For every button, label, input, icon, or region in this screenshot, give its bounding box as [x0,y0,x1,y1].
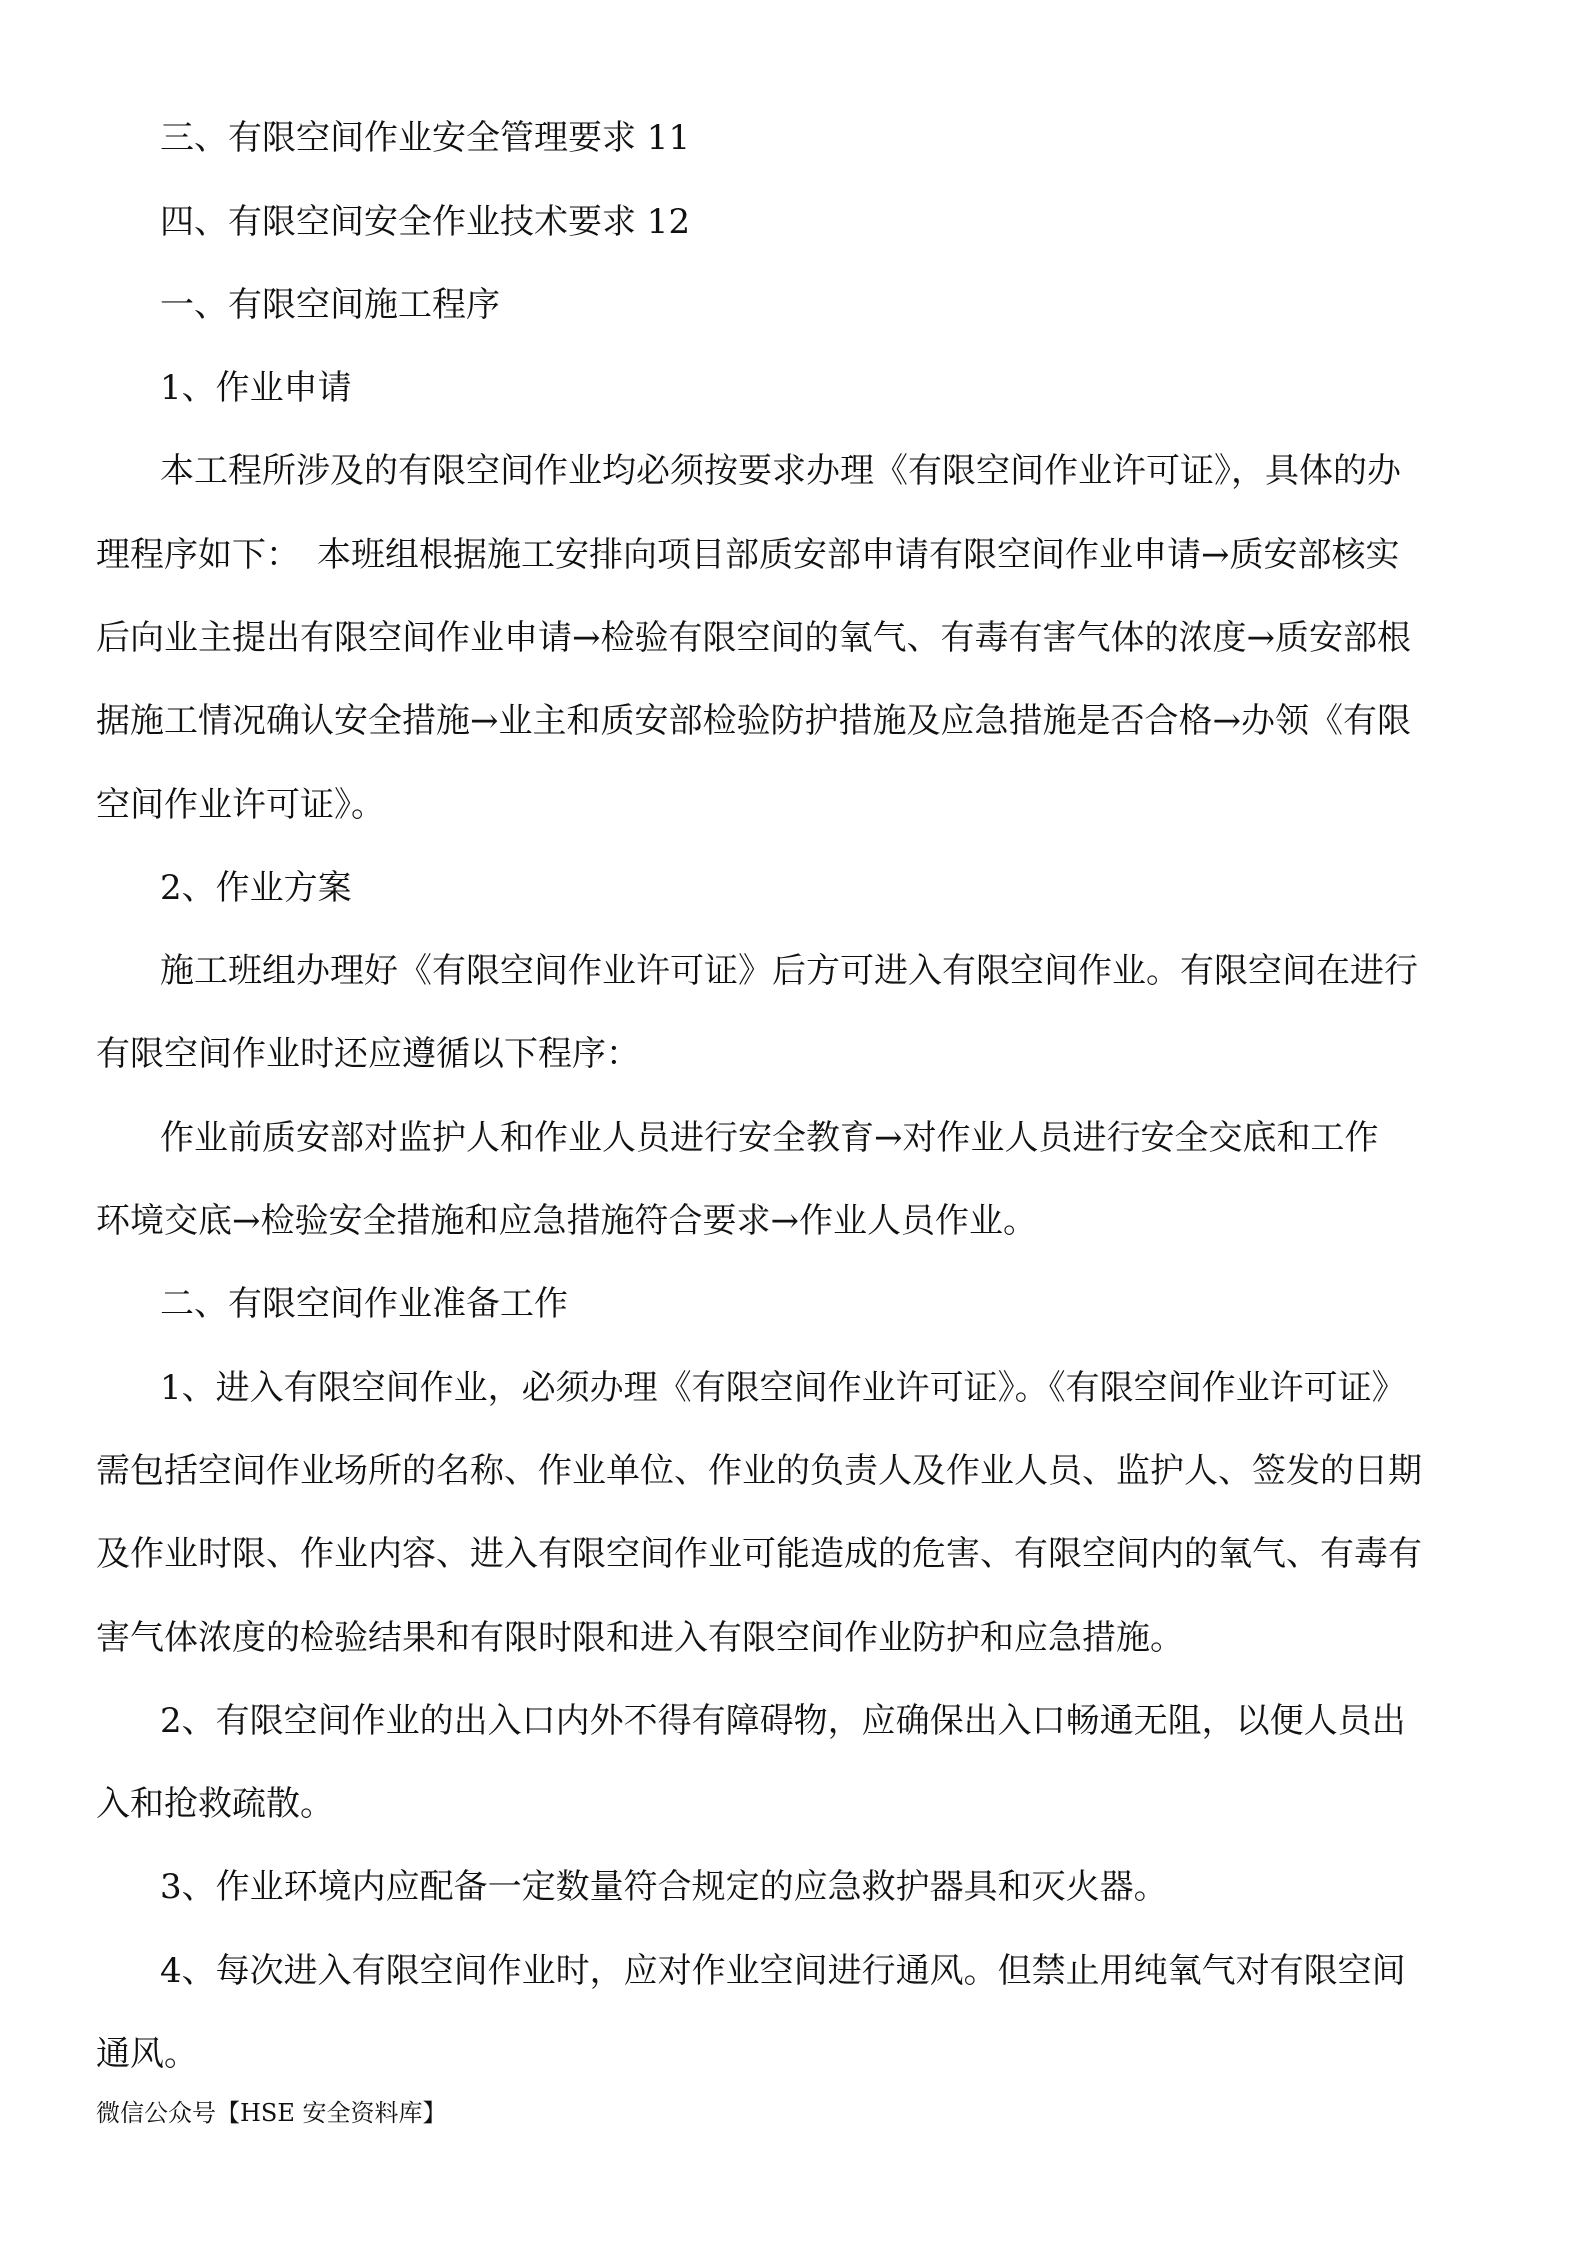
paragraph-line: 3、作业环境内应配备一定数量符合规定的应急救护器具和灭火器。 [160,1867,1168,1907]
paragraph-line: 环境交底→检验安全措施和应急措施符合要求→作业人员作业。 [96,1201,1037,1241]
paragraph-line: 害气体浓度的检验结果和有限时限和进入有限空间作业防护和应急措施。 [96,1618,1184,1658]
paragraph-line: 理程序如下： 本班组根据施工安排向项目部质安部申请有限空间作业申请→质安部核实 [96,535,1400,575]
paragraph-line: 及作业时限、作业内容、进入有限空间作业可能造成的危害、有限空间内的氧气、有毒有 [96,1534,1422,1574]
paragraph-line: 通风。 [96,2034,198,2074]
paragraph-line: 需包括空间作业场所的名称、作业单位、作业的负责人及作业人员、监护人、签发的日期 [96,1451,1422,1491]
paragraph-line: 入和抢救疏散。 [96,1784,334,1824]
subheading-work-plan: 2、作业方案 [160,868,352,908]
paragraph-line: 4、每次进入有限空间作业时，应对作业空间进行通风。但禁止用纯氧气对有限空间 [160,1951,1406,1991]
paragraph-line: 有限空间作业时还应遵循以下程序： [96,1034,640,1074]
paragraph-line: 施工班组办理好《有限空间作业许可证》后方可进入有限空间作业。有限空间在进行 [160,951,1418,991]
footer-source: 微信公众号【HSE 安全资料库】 [96,2099,447,2127]
section-heading-1: 一、有限空间施工程序 [160,285,500,325]
paragraph-line: 作业前质安部对监护人和作业人员进行安全教育→对作业人员进行安全交底和工作 [160,1118,1379,1158]
paragraph-line: 空间作业许可证》。 [96,785,385,825]
paragraph-line: 本工程所涉及的有限空间作业均必须按要求办理《有限空间作业许可证》，具体的办 [160,451,1401,491]
toc-line-3: 三、有限空间作业安全管理要求 11 [160,118,691,158]
paragraph-line: 1、进入有限空间作业，必须办理《有限空间作业许可证》。《有限空间作业许可证》 [160,1368,1406,1408]
toc-line-4: 四、有限空间安全作业技术要求 12 [160,202,691,242]
paragraph-line: 后向业主提出有限空间作业申请→检验有限空间的氧气、有毒有害气体的浓度→质安部根 [96,618,1411,658]
paragraph-line: 据施工情况确认安全措施→业主和质安部检验防护措施及应急措施是否合格→办领《有限 [96,701,1411,741]
section-heading-2: 二、有限空间作业准备工作 [160,1284,568,1324]
paragraph-line: 2、有限空间作业的出入口内外不得有障碍物，应确保出入口畅通无阻，以便人员出 [160,1701,1406,1741]
subheading-work-application: 1、作业申请 [160,368,352,408]
